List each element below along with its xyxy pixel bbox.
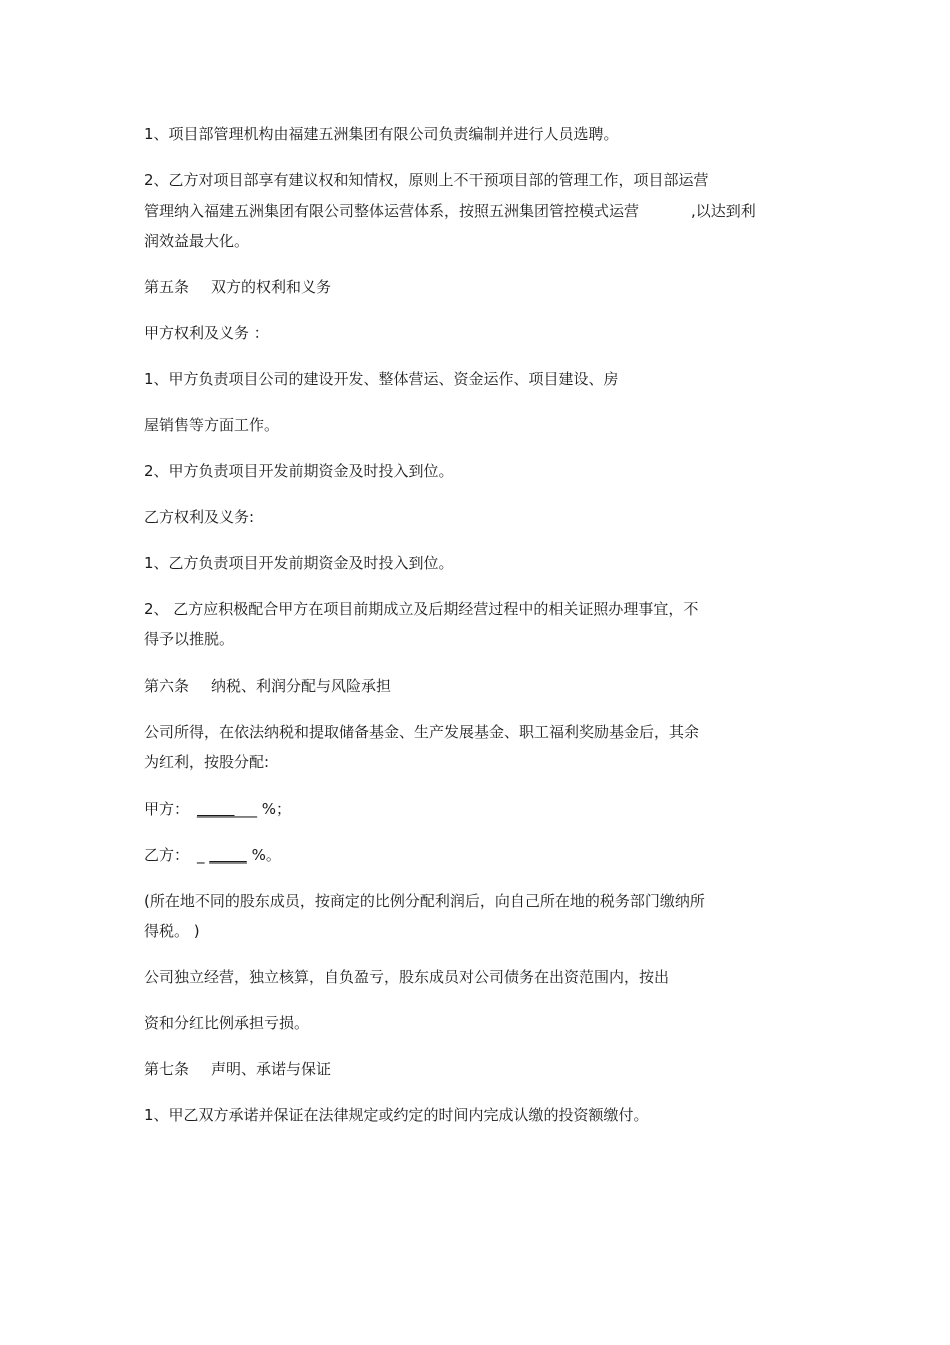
article-7-heading <box>144 1059 331 1079</box>
party-b-share-tail: %。 <box>246 846 281 864</box>
clause-line-2b-tail: ,以达到利 <box>691 202 756 220</box>
article-5-number: 第五条 <box>144 278 190 296</box>
clause-line-1: 1、项目部管理机构由福建五洲集团有限公司负责编制并进行人员选聘。 <box>144 125 619 143</box>
party-b-item-1: 1、乙方负责项目开发前期资金及时投入到位。 <box>144 554 454 572</box>
article-6-para-d: 得税。 ) <box>144 922 200 940</box>
article-6-para-b: 为红利，按股分配: <box>144 753 270 771</box>
party-b-rights-heading: 乙方权利及义务: <box>144 508 255 526</box>
party-a-item-2: 2、甲方负责项目开发前期资金及时投入到位。 <box>144 462 454 480</box>
party-b-share-line <box>144 845 281 865</box>
party-a-item-1b: 屋销售等方面工作。 <box>144 416 280 434</box>
article-6-para-c: (所在地不同的股东成员，按商定的比例分配利润后，向自己所在地的税务部门缴纳所 <box>144 892 705 910</box>
article-7-title: 声明、承诺与保证 <box>211 1060 332 1078</box>
party-b-item-2a: 2、 乙方应积极配合甲方在项目前期成立及后期经营过程中的相关证照办理事宜，不 <box>144 600 699 618</box>
clause-line-2b <box>144 201 756 221</box>
clause-line-2a: 2、乙方对项目部享有建议权和知情权，原则上不干预项目部的管理工作，项目部运营 <box>144 171 709 189</box>
article-7-number: 第七条 <box>144 1060 190 1078</box>
article-6-para-e: 公司独立经营，独立核算，自负盈亏，股东成员对公司债务在出资范围内，按出 <box>144 968 670 986</box>
party-a-share-label: 甲方： <box>144 800 190 818</box>
article-6-number: 第六条 <box>144 677 190 695</box>
party-a-rights-heading: 甲方权利及义务 ： <box>144 324 269 342</box>
article-6-heading <box>144 676 391 696</box>
party-a-share-line <box>144 799 291 819</box>
article-6-para-f: 资和分红比例承担亏损。 <box>144 1014 310 1032</box>
clause-line-2c: 润效益最大化。 <box>144 232 250 250</box>
party-a-item-1a: 1、甲方负责项目公司的建设开发、整体营运、资金运作、项目建设、房 <box>144 370 619 388</box>
article-6-para-a: 公司所得，在依法纳税和提取储备基金、生产发展基金、职工福利奖励基金后，其余 <box>144 723 700 741</box>
party-b-item-2b: 得予以推脱。 <box>144 630 235 648</box>
article-5-title: 双方的权利和义务 <box>211 278 332 296</box>
party-a-share-blank: _____ <box>197 800 235 818</box>
party-b-share-blank: _____ <box>209 846 247 864</box>
party-b-share-label: 乙方： <box>144 846 190 864</box>
article-7-item-1: 1、甲乙双方承诺并保证在法律规定或约定的时间内完成认缴的投资额缴付。 <box>144 1106 649 1124</box>
article-5-heading <box>144 277 331 297</box>
party-a-share-tail: ___ %； <box>234 800 292 818</box>
clause-line-2b-text: 管理纳入福建五洲集团有限公司整体运营体系，按照五洲集团管控模式运营 <box>144 202 640 220</box>
article-6-title: 纳税、利润分配与风险承担 <box>211 677 392 695</box>
party-b-share-lead: _ <box>197 846 210 864</box>
